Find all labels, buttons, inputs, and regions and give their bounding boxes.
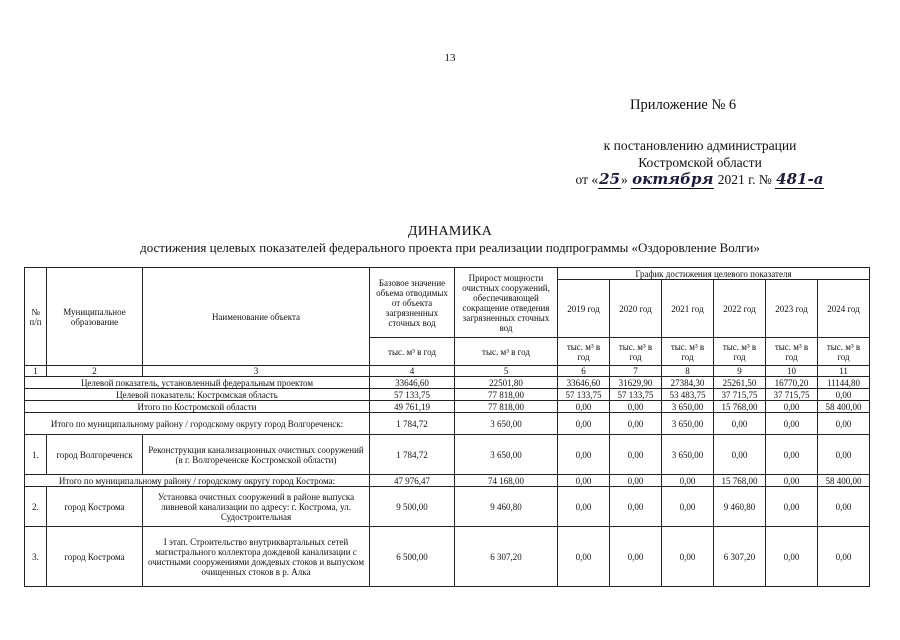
row-label: Целевой показатель: Костромская область (25, 389, 370, 401)
row-number: 3. (25, 527, 47, 587)
cell-value: 0,00 (558, 475, 610, 487)
cell-value: 0,00 (714, 413, 766, 435)
decree-year: 2021 г. № (717, 172, 772, 187)
cell-value: 16770,20 (766, 377, 818, 389)
header-growth: Прирост мощности очистных сооружений, обеспечивающей сокращение отведения загрязненных сточных вод (455, 268, 558, 338)
cell-value: 33646,60 (558, 377, 610, 389)
cell-growth: 74 168,00 (455, 475, 558, 487)
cell-value: 15 768,00 (714, 401, 766, 413)
cell-growth: 22501,80 (455, 377, 558, 389)
cell-value: 3 650,00 (662, 401, 714, 413)
column-number: 8 (662, 366, 714, 377)
header-schedule: График достижения целевого показателя (558, 268, 870, 280)
header-object: Наименование объекта (143, 268, 370, 366)
table-row (25, 401, 870, 413)
cell-value: 0,00 (766, 527, 818, 587)
column-number: 9 (714, 366, 766, 377)
cell-value: 3 650,00 (662, 435, 714, 475)
cell-value: 0,00 (818, 389, 870, 401)
decree-line-1: к постановлению администрации (603, 138, 797, 153)
cell-value: 0,00 (818, 413, 870, 435)
cell-base: 1 784,72 (370, 435, 455, 475)
cell-value: 15 768,00 (714, 475, 766, 487)
cell-value: 27384,30 (662, 377, 714, 389)
table-row (25, 413, 870, 435)
column-numbers-row (25, 366, 870, 377)
decree-line-2: Костромской области (638, 155, 762, 170)
cell-value: 0,00 (610, 475, 662, 487)
column-number: 2 (47, 366, 143, 377)
cell-base: 9 500,00 (370, 487, 455, 527)
header-unit: тыс. м³ в год (610, 338, 662, 366)
header-base: Базовое значение объема отводимых от объекта загрязненных сточных вод (370, 268, 455, 338)
cell-value: 0,00 (766, 401, 818, 413)
header-year: 2022 год (714, 280, 766, 338)
cell-value: 9 460,80 (714, 487, 766, 527)
cell-value: 0,00 (766, 435, 818, 475)
decree-month: октября (632, 170, 714, 188)
cell-value: 0,00 (766, 413, 818, 435)
row-label: Итого по муниципальному району / городскому округу город Волгореченск: (25, 413, 370, 435)
cell-value: 58 400,00 (818, 401, 870, 413)
cell-growth: 9 460,80 (455, 487, 558, 527)
page-number: 13 (444, 52, 456, 64)
decree-number: 481-а (776, 170, 824, 188)
cell-value: 0,00 (558, 487, 610, 527)
decree-mid: » (621, 172, 628, 187)
cell-value: 0,00 (558, 527, 610, 587)
row-label: Итого по муниципальному району / городскому округу город Кострома: (25, 475, 370, 487)
cell-base: 49 761,19 (370, 401, 455, 413)
table-row (25, 389, 870, 401)
cell-value: 0,00 (610, 487, 662, 527)
row-object: I этап. Строительство внутриквартальных сетей магистрального коллектора дождевой канализации с очистными сооружениями дождевых стоков и выпуском очищенных стоков в р. Алка (143, 527, 370, 587)
column-number: 5 (455, 366, 558, 377)
decree-day: 25 (599, 170, 621, 188)
cell-value: 0,00 (818, 435, 870, 475)
table-row (25, 527, 870, 587)
row-label: Целевой показатель, установленный федеральным проектом (25, 377, 370, 389)
cell-value: 57 133,75 (610, 389, 662, 401)
column-number: 1 (25, 366, 47, 377)
header-year: 2021 год (662, 280, 714, 338)
header-unit: тыс. м³ в год (818, 338, 870, 366)
header-unit: тыс. м³ в год (662, 338, 714, 366)
row-municipality: город Кострома (47, 487, 143, 527)
column-number: 10 (766, 366, 818, 377)
cell-value: 37 715,75 (766, 389, 818, 401)
cell-value: 0,00 (818, 487, 870, 527)
row-object: Установка очистных сооружений в районе выпуска ливневой канализации по адресу: г. Кострома, ул. Судостроительная (143, 487, 370, 527)
row-object: Реконструкция канализационных очистных сооружений (в г. Волгореченске Костромской области) (143, 435, 370, 475)
cell-value: 11144,80 (818, 377, 870, 389)
row-number: 2. (25, 487, 47, 527)
header-municipality: Муниципальное образование (47, 268, 143, 366)
cell-value: 0,00 (610, 413, 662, 435)
header-unit: тыс. м³ в год (370, 338, 455, 366)
cell-value: 0,00 (818, 527, 870, 587)
table-row (25, 435, 870, 475)
header-year: 2024 год (818, 280, 870, 338)
cell-value: 57 133,75 (558, 389, 610, 401)
header-unit: тыс. м³ в год (558, 338, 610, 366)
row-municipality: город Волгореченск (47, 435, 143, 475)
cell-value: 0,00 (662, 527, 714, 587)
cell-growth: 77 818,00 (455, 401, 558, 413)
cell-value: 6 307,20 (714, 527, 766, 587)
cell-value: 58 400,00 (818, 475, 870, 487)
cell-value: 25261,50 (714, 377, 766, 389)
cell-growth: 6 307,20 (455, 527, 558, 587)
cell-base: 1 784,72 (370, 413, 455, 435)
cell-value: 31629,90 (610, 377, 662, 389)
header-row (25, 268, 870, 280)
column-number: 4 (370, 366, 455, 377)
cell-value: 0,00 (662, 487, 714, 527)
header-unit: тыс. м³ в год (766, 338, 818, 366)
cell-value: 53 483,75 (662, 389, 714, 401)
column-number: 6 (558, 366, 610, 377)
cell-value: 3 650,00 (662, 413, 714, 435)
column-number: 7 (610, 366, 662, 377)
decree-date-line (550, 171, 850, 188)
document-subtitle: достижения целевых показателей федерального проекта при реализации подпрограммы «Оздоровление Волги» (140, 240, 760, 255)
table-row (25, 377, 870, 389)
cell-growth: 3 650,00 (455, 435, 558, 475)
document-title: ДИНАМИКА (407, 224, 493, 239)
column-number: 3 (143, 366, 370, 377)
row-municipality: город Кострома (47, 527, 143, 587)
cell-value: 0,00 (610, 401, 662, 413)
column-number: 11 (818, 366, 870, 377)
header-num: № п/п (25, 268, 47, 366)
cell-value: 0,00 (714, 435, 766, 475)
cell-base: 33646,60 (370, 377, 455, 389)
cell-value: 0,00 (610, 435, 662, 475)
table-row (25, 487, 870, 527)
cell-value: 0,00 (610, 527, 662, 587)
header-year: 2023 год (766, 280, 818, 338)
cell-value: 0,00 (558, 413, 610, 435)
table-row (25, 475, 870, 487)
cell-growth: 77 818,00 (455, 389, 558, 401)
dynamics-table (24, 267, 870, 587)
cell-value: 0,00 (558, 435, 610, 475)
cell-value: 0,00 (558, 401, 610, 413)
cell-value: 0,00 (766, 487, 818, 527)
row-number: 1. (25, 435, 47, 475)
cell-growth: 3 650,00 (455, 413, 558, 435)
appendix-title: Приложение № 6 (630, 97, 737, 113)
cell-base: 57 133,75 (370, 389, 455, 401)
cell-base: 6 500,00 (370, 527, 455, 587)
cell-value: 0,00 (662, 475, 714, 487)
cell-value: 0,00 (766, 475, 818, 487)
decree-reference (550, 137, 850, 188)
cell-base: 47 976,47 (370, 475, 455, 487)
row-label: Итого по Костромской области (25, 401, 370, 413)
header-unit: тыс. м³ в год (714, 338, 766, 366)
header-year: 2020 год (610, 280, 662, 338)
header-year: 2019 год (558, 280, 610, 338)
header-unit: тыс. м³ в год (455, 338, 558, 366)
cell-value: 37 715,75 (714, 389, 766, 401)
decree-prefix: от « (575, 172, 599, 187)
